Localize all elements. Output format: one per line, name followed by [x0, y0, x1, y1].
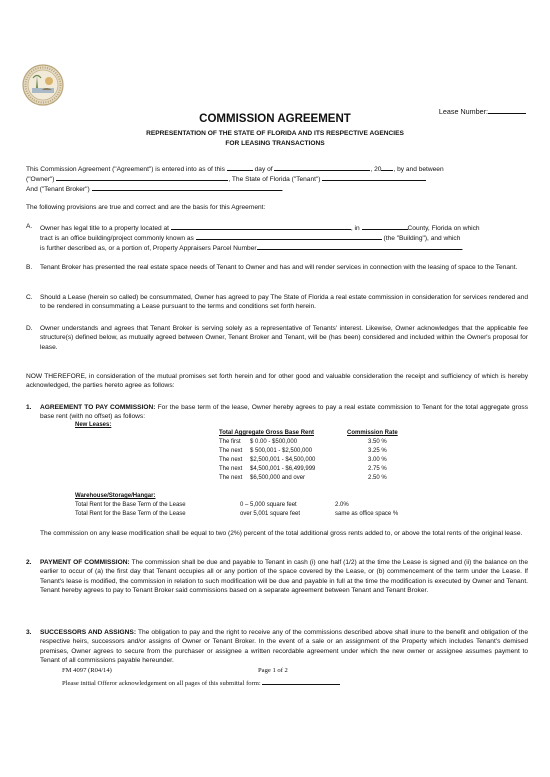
page-number: Page 1 of 2: [258, 667, 288, 674]
table-row-label: The next: [219, 466, 243, 472]
building-name-blank[interactable]: [196, 232, 382, 240]
section-3-number: 3.: [26, 629, 32, 636]
recital-a-county: County, Florida on which: [407, 225, 480, 232]
year-blank[interactable]: [381, 163, 393, 171]
col-rate-header: Commission Rate: [347, 430, 398, 436]
table-row-label: The next: [219, 457, 243, 463]
now-therefore-text: NOW THEREFORE, in consideration of the mutual promises set forth herein and for other good and valuable consideration the receipt and sufficiency of which is hereby acknowledged, the parties hereto agree as follows:: [26, 373, 528, 390]
warehouse-row-rate: 2.0%: [335, 502, 349, 508]
table-row-rate: 2.50 %: [368, 475, 387, 481]
section-2-number: 2.: [26, 559, 32, 566]
recital-d-label: D.: [26, 325, 33, 332]
table-row-range: $4,500,001 - $6,499,999: [250, 466, 316, 472]
recital-a-text-1: Owner has legal title to a property located at: [40, 225, 170, 232]
recital-c-text: Should a Lease (herein so called) be consummated, Owner has agreed to pay The State of Florida a real estate commission in consideration for services rendered and to be rendered in consummating a Lease pursuant to the terms and conditions set forth herein.: [40, 294, 528, 311]
initial-label: Please initial Offeror acknowledgement on all pages of this submittal form:: [62, 680, 261, 687]
tenant-broker-blank[interactable]: [92, 183, 282, 191]
intro-year-prefix: , 20: [370, 166, 382, 173]
basis-text: The following provisions are true and correct and are the basis for this Agreement:: [26, 204, 266, 211]
county-blank[interactable]: [362, 222, 408, 230]
recital-a-line-3: is further described as, or a portion of, Property Appraisers Parcel Number .: [40, 242, 528, 253]
table-row-label: The next: [219, 448, 243, 454]
initial-blank[interactable]: [262, 677, 340, 685]
warehouse-row-range: 0 – 5,000 square feet: [240, 502, 297, 508]
recital-a-text-2: tract is an office building/project commonly known as: [40, 235, 194, 242]
property-address-blank[interactable]: [171, 222, 351, 230]
initial-line: [62, 677, 340, 687]
section-1-number: 1.: [26, 404, 32, 411]
section-1-body: For the base term of the lease, Owner hereby agrees to pay a real estate commission to Tenant for the total aggregate gross base rent (with no offset) as follows:: [40, 404, 528, 421]
tenant-blank[interactable]: [322, 173, 426, 181]
section-2-heading: PAYMENT OF COMMISSION:: [40, 559, 130, 566]
month-blank[interactable]: [274, 163, 370, 171]
table-row-label: The next: [219, 475, 243, 481]
table-row-rate: 3.50 %: [368, 439, 387, 445]
table-row-label: The first: [219, 439, 241, 445]
table-row-range: $ 500,001 - $2,500,000: [250, 448, 313, 454]
document-subtitle-1: REPRESENTATION OF THE STATE OF FLORIDA AND ITS RESPECTIVE AGENCIES: [146, 130, 404, 137]
document-subtitle-2: FOR LEASING TRANSACTIONS: [225, 140, 325, 147]
owner-label: ("Owner"): [26, 176, 55, 183]
recital-b-text: Tenant Broker has presented the real estate space needs of Tenant to Owner and has and will render services in connection with the leasing of space to the Tenant.: [40, 264, 518, 271]
form-number: FM 4097 (R04/14): [62, 667, 112, 674]
warehouse-row-label: Total Rent for the Base Term of the Lease: [75, 511, 186, 517]
section-2-body: The commission shall be due and payable to Tenant in cash (i) one half (1/2) at the time the Lease is signed and (ii) the balance on the earlier to occur of (a) the first day that Tenant occupies all or any portion of the space covered by the Lease, or (b) commencement of the term under the Lease. If Tenant's lease is modified, the commission in relation to such modification will be due and payable in full at the time the modification is executed by Owner and Tenant. Tenant hereby agrees to pay to Tenant Broker said commissions based on a separate agreement between Tenant and Tenant Broker.: [40, 559, 528, 594]
table-row-range: $ 0.00 - $500,000: [250, 439, 298, 445]
table-row-rate: 2.75 %: [368, 466, 387, 472]
warehouse-label: Warehouse/Storage/Hangar:: [75, 493, 156, 499]
intro-day-of: day of: [254, 166, 273, 173]
warehouse-row-rate: same as office space %: [335, 511, 399, 517]
table-row-rate: 3.00 %: [368, 457, 387, 463]
warehouse-row-label: Total Rent for the Base Term of the Lease: [75, 502, 186, 508]
col-rent-header: Total Aggregate Gross Base Rent: [219, 430, 315, 436]
warehouse-row-range: over 5,001 square feet: [240, 511, 301, 517]
recital-a-text-3: is further described as, or a portion of, Property Appraisers Parcel Number: [40, 245, 257, 252]
section-2-text: [40, 558, 528, 595]
lease-number-label: Lease Number:: [438, 107, 488, 116]
parcel-number-blank[interactable]: [257, 242, 462, 250]
section-3-body: The obligation to pay and the right to receive any of the commissions described above shall inure to the benefit and obligation of the respective heirs, successors and/or assigns of Owner or Tenant Broker. In the event of a sale or an assignment of the Property which includes Tenant's demised premises, Owner agrees to secure from the purchaser or assignee a written recordable agreement under which the new owner or assignee assumes payment to Tenant of all commissions payable hereunder.: [40, 629, 528, 664]
tenant-broker-label: And ("Tenant Broker"): [26, 186, 90, 193]
section-1-text: [40, 403, 528, 422]
recital-c-label: C.: [26, 294, 33, 301]
section-1-heading: AGREEMENT TO PAY COMMISSION:: [40, 404, 156, 411]
recital-d-text: Owner understands and agrees that Tenant Broker is serving solely as a representative of Tenants' interest. Likewise, Owner acknowledges that the applicable fee structure(s) defined below, as mutually agreed between Owner, Tenant Broker and Tenant, will be (has been) considered and included within the Owner's proposal for lease.: [40, 325, 528, 351]
recital-a-in: , in: [350, 225, 360, 232]
owner-blank[interactable]: [56, 173, 228, 181]
modification-text: The commission on any lease modification shall be equal to two (2%) percent of the total additional gross rents added to, or above the total rents of the original lease.: [40, 530, 523, 537]
table-row-range: $6,500,000 and over: [250, 475, 306, 481]
recital-b-label: B.: [26, 264, 33, 271]
intro-line-3: And ("Tenant Broker") .: [26, 183, 528, 194]
day-blank[interactable]: [227, 163, 253, 171]
section-3-heading: SUCCESSORS AND ASSIGNS:: [40, 629, 137, 636]
new-leases-label: New Leases:: [75, 422, 112, 428]
document-title: COMMISSION AGREEMENT: [199, 113, 351, 125]
table-row-range: $2,500,001 - $4,500,000: [250, 457, 316, 463]
recital-a-building: (the "Building"), and which: [383, 235, 461, 242]
intro-by-between: , by and between: [393, 166, 444, 173]
state-seal-icon: [22, 64, 64, 106]
tenant-label: , The State of Florida ("Tenant"): [228, 176, 321, 183]
table-row-rate: 3.25 %: [368, 448, 387, 454]
intro-text: This Commission Agreement ("Agreement") is entered into as of this: [26, 166, 225, 173]
section-3-text: [40, 628, 528, 665]
recital-a-label: A.: [26, 223, 33, 230]
